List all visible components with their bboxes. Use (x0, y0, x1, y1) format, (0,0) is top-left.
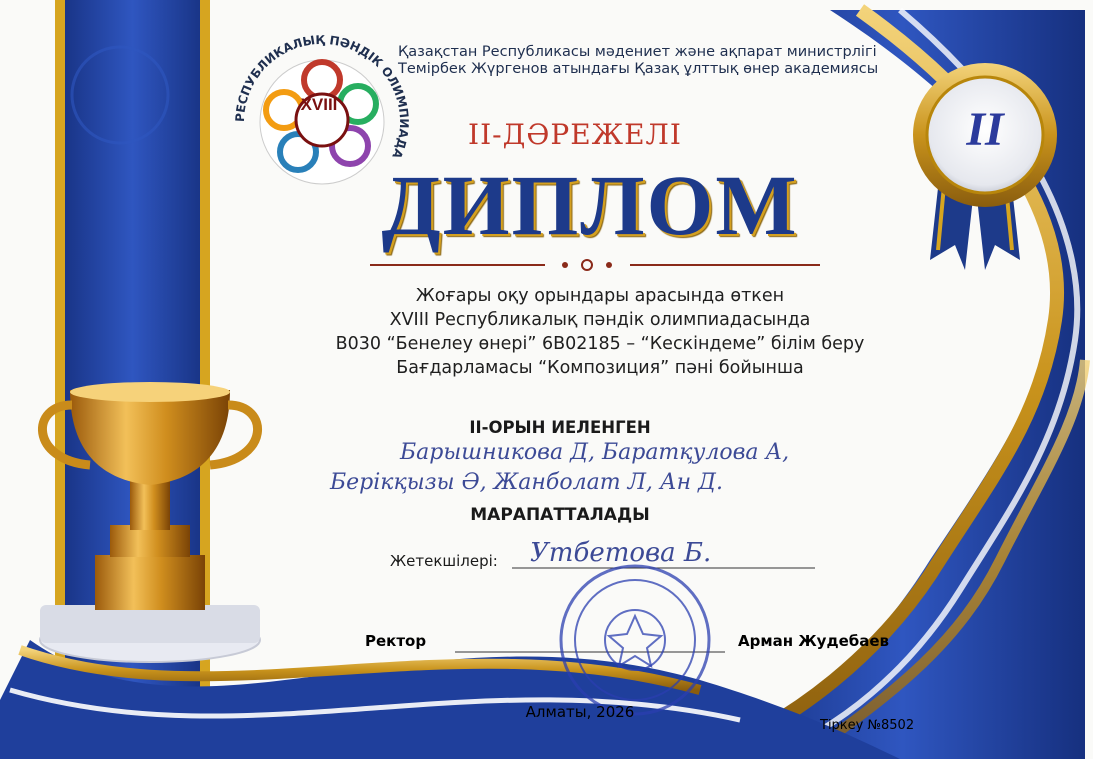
rector-label: Ректор (365, 632, 427, 650)
degree-label: ІІ-ДӘРЕЖЕЛІ (468, 118, 682, 151)
body-line-4: Бағдарламасы “Композиция” пәні бойынша (396, 358, 804, 378)
diploma-body (320, 284, 880, 380)
body-line-2: XVIII Республикалық пәндік олимпиадасында (389, 310, 811, 330)
recipients-line-1: Барышникова Д, Баратқулова А, (400, 440, 790, 465)
body-line-1: Жоғары оқу орындары арасында өткен (415, 286, 785, 306)
recipients-line-2: Берікқызы Ә, Жанболат Л, Ан Д. (330, 470, 723, 495)
medal-numeral: II (966, 103, 1004, 156)
issuer-header (398, 44, 878, 78)
place-date: Алматы, 2026 (525, 703, 635, 721)
ministry-line: Қазақстан Республикасы мәдениет және ақпарат министрлігі (398, 44, 877, 60)
logo-number: XVIII (300, 95, 338, 114)
academy-line: Темірбек Жүргенов атындағы Қазақ ұлттық өнер академиясы (398, 61, 879, 77)
body-line-3: В030 “Бенелеу өнері” 6В02185 – “Кескіндеме” білім беру (335, 334, 865, 354)
awarded-label: МАРАПАТТАЛАДЫ (470, 505, 650, 525)
supervisor-name: Утбетова Б. (530, 538, 712, 568)
rector-name: Арман Жудебаев (738, 632, 890, 650)
logo-ring-text: РЕСПУБЛИКАЛЫҚ ПӘНДІК ОЛИМПИАДА (232, 32, 412, 161)
registration-number: Тіркеу №8502 (820, 718, 915, 733)
place-label: ІІ-ОРЫН ИЕЛЕНГЕН (469, 418, 651, 437)
official-stamp (555, 560, 715, 720)
supervisor-label: Жетекшілері: (390, 552, 498, 570)
diploma-title: ДИПЛОМ (381, 157, 799, 253)
